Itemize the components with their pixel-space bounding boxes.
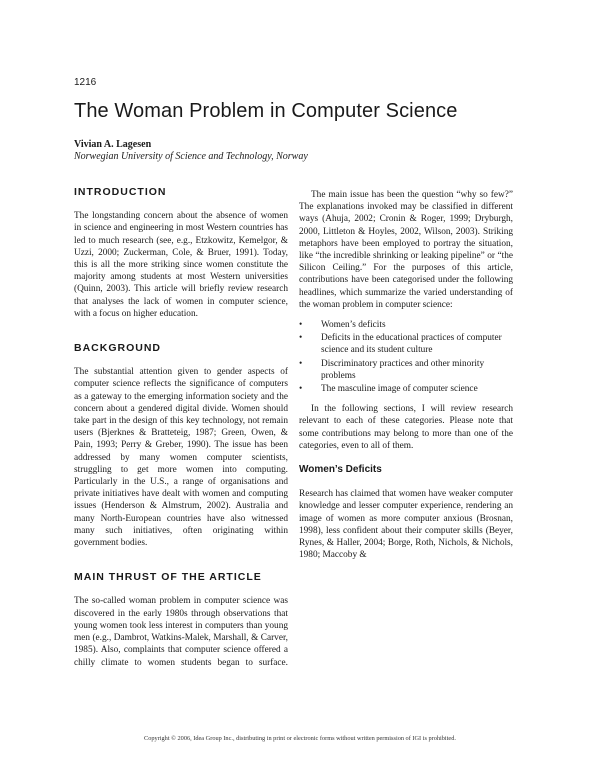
- main-thrust-paragraph: The so-called woman problem in computer science was discovered in the early 1980s through observations that young women took less interest in computers than young men (e.g., Dambrot, Watkins-Malek, Marshall, & Carver, 1985). Also, complaints that computer science offered a chilly climate to women students began to surface.: [74, 596, 288, 668]
- bullet-icon: •: [299, 384, 303, 395]
- copyright-footer: Copyright © 2006, Idea Group Inc., distributing in print or electronic forms without written permission of IGI is prohibited.: [144, 735, 456, 742]
- page-number: 1216: [74, 77, 97, 88]
- list-item: • The masculine image of computer science: [299, 384, 478, 395]
- author-affiliation: Norwegian University of Science and Technology, Norway: [74, 151, 308, 162]
- list-item: • Deficits in the educational practices of computer science and its student culture: [299, 333, 502, 356]
- womens-deficits-paragraph: Research has claimed that women have weaker computer knowledge and lesser computer experience, rendering an image of women as more computer anxious (Brosnan, 1998), less confident about their computer skills (Beyer, Rynes, & Haller, 2004; Borge, Roth, Nichols, & Nichols, 1980; Maccoby &: [299, 489, 513, 561]
- list-item: • Discriminatory practices and other minority problems: [299, 358, 485, 381]
- womens-deficits-heading: Women’s Deficits: [299, 464, 382, 476]
- background-paragraph: The substantial attention given to gender aspects of computer science reflects the significance of computers as a gateway to the emerging information society and the concern about a gendered digital divide. Women should take part in the design of this key technology, not remain users (Bjerknes & Bratteteig, 1987; Green, Owen, & Pain, 1993; Perry & Greber, 1990). The issue has been addressed by many women computer scientists, struggling to get more women into computing. Particularly in the U.S., a range of organisations and private initiatives have dealt with women and computing issues (Henderson & Almstrum, 2002). Australia and many North-European countries have also witnessed many such initiatives, often originating within government bodies.: [74, 367, 288, 549]
- main-thrust-paragraph-2: The main issue has been the question “why so few?” The explanations invoked may be classified in different ways (Ahuja, 2002; Cronin & Roger, 1999; Dryburgh, 2000, Littleton & Hoyles, 2002, Wilson, 2003). Striking metaphors have been employed to portray the situation, like “the incredible shrinking or leaking pipeline” or “the Silicon Ceiling.” For the purposes of this article, contributions have been categorised under the following headlines, which summarize the varied understanding of the woman problem in computer science:: [299, 190, 513, 310]
- main-thrust-paragraph-3: In the following sections, I will review research relevant to each of these categories. Please note that some contributions may belong to more than one of the categories, even to all of them.: [299, 404, 513, 451]
- left-column: [74, 186, 288, 668]
- right-column: [299, 189, 513, 561]
- introduction-heading: INTRODUCTION: [74, 186, 167, 198]
- background-heading: BACKGROUND: [74, 342, 161, 355]
- introduction-paragraph: The longstanding concern about the absence of women in science and engineering in most Western countries has led to much research (see, e.g., Etzkowitz, Kemelgor, & Uzzi, 2000; Zuckerman, Cole, & Bruer, 1991). Today, this is all the more striking since women constitute the majority among students at most Western universities (Quinn, 2003). This article will briefly review research that analyses the lack of women in computer science, with a focus on higher education.: [74, 211, 288, 319]
- article-title: The Woman Problem in Computer Science: [74, 100, 458, 122]
- bullet-icon: •: [299, 358, 303, 369]
- author-name: Vivian A. Lagesen: [74, 139, 152, 150]
- main-thrust-heading: MAIN THRUST OF THE ARTICLE: [74, 571, 262, 584]
- bullet-icon: •: [299, 320, 303, 331]
- list-item: • Women’s deficits: [299, 320, 386, 331]
- category-list: [299, 319, 513, 395]
- bullet-icon: •: [299, 333, 303, 344]
